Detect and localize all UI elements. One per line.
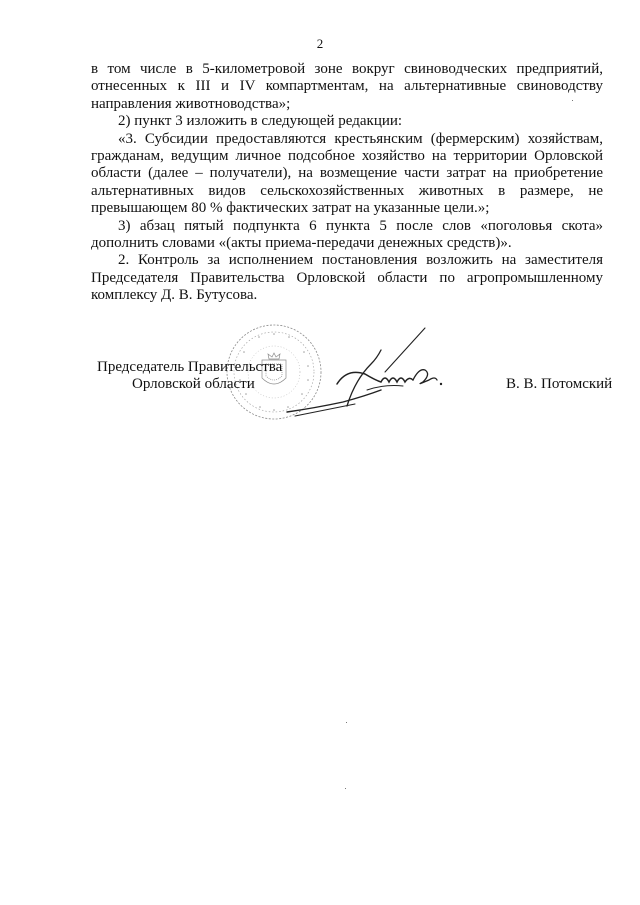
paragraph-2: 2) пункт 3 изложить в следующей редакции: (118, 113, 403, 130)
scan-speck (346, 722, 347, 723)
signatory-title-line1: Председатель Правительства (97, 359, 283, 375)
paragraph-3: «3. Субсидии предоставляются крестьянским (фермерским) хозяйствам, гражданам, ведущим личное подсобное хозяйство на территории Орловской области (далее – получатели), на возмещение части затрат на приобретение альтернативных видов сельскохозяйственных животных в размере, не превышающем 80 % фактических затрат на указанные цели.»; (91, 130, 603, 217)
page-number: 2 (316, 36, 324, 51)
paragraph-5: 2. Контроль за исполнением постановления возложить на заместителя Председателя Правительства Орловской области по агропромышленному комплексу Д. В. Бутусова. (91, 252, 603, 304)
paragraph-4: 3) абзац пятый подпункта 6 пункта 5 после слов «поголовья скота» дополнить словами «(акты приема-передачи денежных средств)». (91, 217, 603, 252)
signatory-title-line2: Орловской области (132, 376, 255, 392)
signatory-name: В. В. Потомский (506, 376, 613, 392)
paragraph-1: в том числе в 5-километровой зоне вокруг свиноводческих предприятий, отнесенных к III и IV компартментам, на альтернативные свиноводству направления животноводства»; (91, 61, 603, 112)
handwritten-signature (285, 320, 445, 420)
document-body (91, 61, 603, 305)
scan-speck (572, 100, 573, 101)
scan-speck (345, 788, 346, 789)
